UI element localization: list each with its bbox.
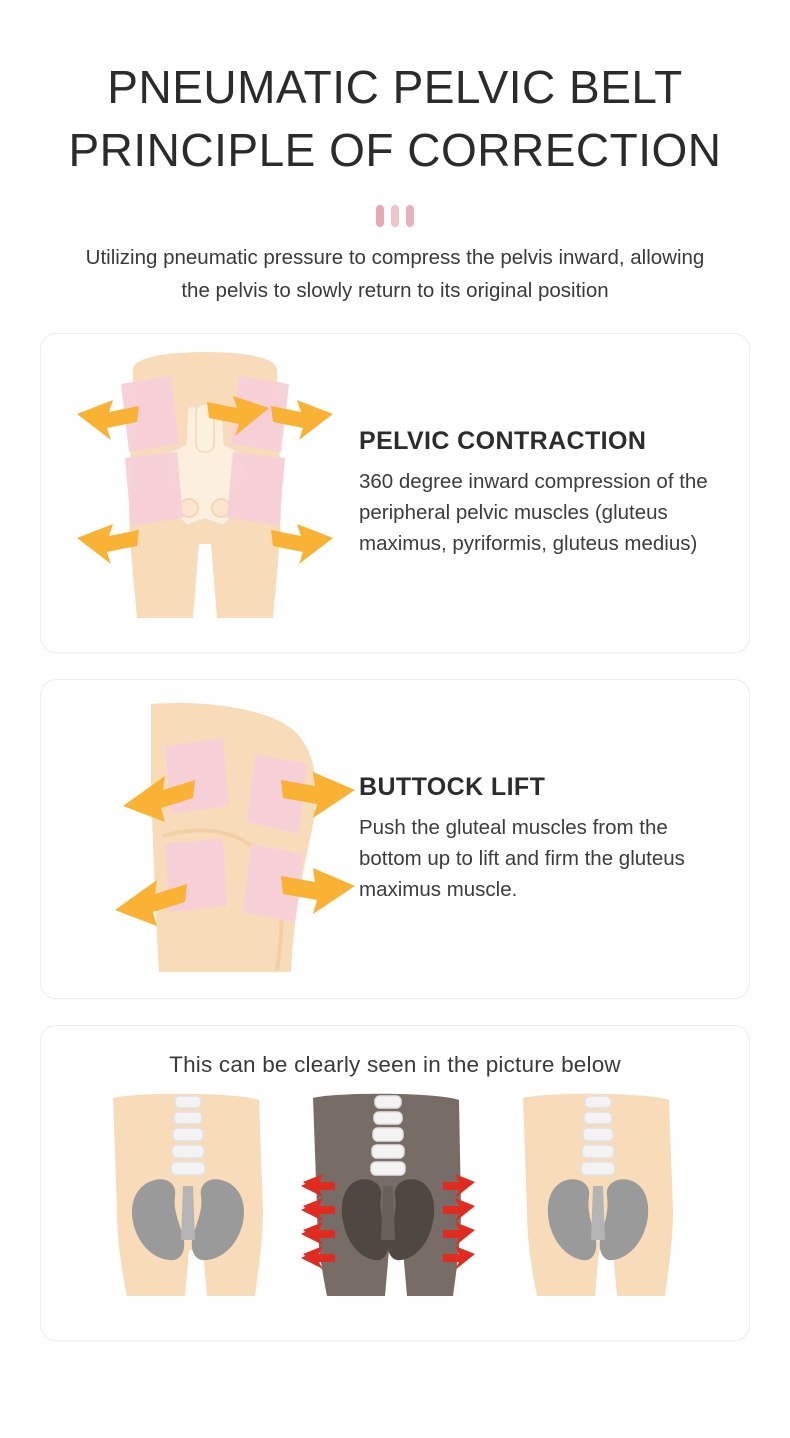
page-subtitle: Utilizing pneumatic pressure to compress the pelvis inward, allowing the pelvis to slowly return to its original position (85, 245, 705, 303)
stage-2 (301, 1094, 475, 1296)
card-heading: PELVIC CONTRACTION (359, 427, 647, 456)
bar-2 (391, 205, 399, 227)
card-body: 360 degree inward compression of the peripheral pelvic muscles (gluteus maximus, pyriformis, gluteus medius) (359, 470, 708, 556)
card-heading: BUTTOCK LIFT (359, 773, 546, 802)
three-bars-icon (40, 205, 750, 227)
pelvis-front-compression-diagram (41, 334, 359, 652)
bar-3 (406, 205, 414, 227)
page-title (40, 56, 750, 183)
buttock-side-lift-diagram (41, 680, 359, 998)
pelvis-three-stage-comparison-diagram (41, 1086, 749, 1310)
page-title-line-2: PRINCIPLE OF CORRECTION (68, 124, 722, 177)
comparison-caption: This can be clearly seen in the picture below (169, 1052, 621, 1078)
page-title-line-1: PNEUMATIC PELVIC BELT (107, 61, 683, 113)
card-buttock-lift (40, 679, 750, 999)
stage-1 (113, 1094, 263, 1296)
card-comparison (40, 1025, 750, 1341)
card-pelvic-contraction (40, 333, 750, 653)
bar-1 (376, 205, 384, 227)
card-body: Push the gluteal muscles from the bottom up to lift and firm the gluteus maximus muscle. (359, 816, 685, 902)
stage-3 (523, 1094, 673, 1296)
